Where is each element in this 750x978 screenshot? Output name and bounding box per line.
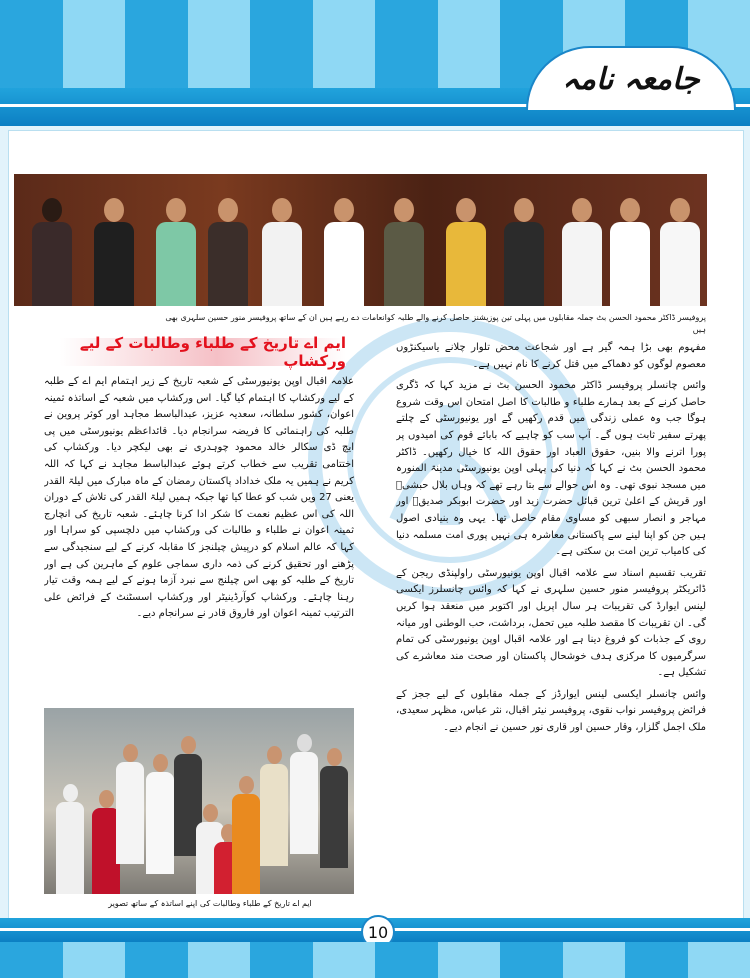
masthead [526, 46, 736, 110]
right-paragraph: تقریب تقسیم اسناد سے علامہ اقبال اوپن یونیورسٹی راولپنڈی ریجن کے ڈائریکٹر پروفیسر منور حسین سلہری نے کہا کہ وائس چانسلرز ایکسی لینس ایوارڈ کی تقریبات ہر سال اپریل اور اکتوبر میں منعقد ہوا کریں گی۔ ان تقریبات کا مقصد طلبہ میں تحمل، برداشت، حب الوطنی اور میانہ روی کے جذبات کو فروغ دینا ہے اور علامہ اقبال اوپن یونیورسٹی کی تمام سرگرمیوں کا مرکزی ہدف خوشحال پاکستان اور صحت مند معاشرے کی تشکیل ہے۔ [396, 567, 706, 679]
person-figure [258, 194, 304, 306]
person-figure [114, 744, 146, 894]
top-photo-caption: پروفیسر ڈاکٹر محمود الحسن بٹ جملہ مقابلوں میں پہلی تین پوزیشنز حاصل کرنے والے طلبہ کوانعامات دے رہے ہیں ان کے ساتھ پروفیسر منور حسین سلہری بھی ہیں [165, 313, 706, 334]
group-photo [44, 708, 354, 894]
right-column [396, 340, 706, 878]
person-figure [318, 748, 350, 894]
person-figure [380, 194, 426, 306]
person-figure [28, 194, 74, 306]
person-figure [442, 194, 488, 306]
person-figure [152, 194, 198, 306]
person-figure [90, 194, 136, 306]
person-figure [204, 194, 250, 306]
right-paragraph: وائس چانسلر ایکسی لینس ایوارڈز کے جملہ مقابلوں کے لیے ججز کے فرائض پروفیسر نواب نقوی، پروفیسر نیئر اقبال، نثر عباس، مظہر سعیدی، ملک اجمل گلزار، وقار حسین اور قاری نور حسین نے انجام دیے۔ [396, 688, 706, 734]
article-headline-banner [60, 334, 346, 370]
group-photo-caption: ایم اے تاریخ کے طلباء وطالبات کی اپنے اساتذہ کے ساتھ تصویر [108, 899, 312, 908]
page-number: 10 [361, 915, 395, 949]
person-figure [606, 194, 652, 306]
article-headline: ایم اے تاریخ کے طلباء وطالبات کے لیے ورکشاپ [79, 334, 346, 370]
person-figure [320, 194, 366, 306]
person-figure [258, 746, 290, 894]
bottom-stripes [0, 942, 750, 978]
person-figure [656, 194, 702, 306]
right-paragraph: وائس چانسلر پروفیسر ڈاکٹر محمود الحسن بٹ نے مزید کہا کہ ڈگری حاصل کرنے کے بعد ہمارے طلباء و طالبات کا اصل امتحان اس وقت شروع ہوگا جب وہ عملی زندگی میں قدم رکھیں گے اور یونیورسٹی کے چلتے پھرتے سفیر ثابت ہوں گے۔ آپ سب کو چاہیے کہ بابائے قوم کی امیدوں پر پورا اترنے والا بنیں، حقوق العباد اور حقوق اللہ کا خیال رکھیں۔ ڈاکٹر محمود الحسن بٹ نے کہا کہ دنیا کی پہلی اوپن یونیورسٹی مدینۃ المنورہ میں مسجد نبوی تھی۔ وہ اس حوالے سے بتا رہے تھے کہ وہاں بلال حبشیؓ اور قریش کے اعلیٰ ترین قبائل حضرت زید اور حضرت ابوبکر صدیقؓ اور مہاجر و انصار سبھی کو مساوی مقام حاصل تھا۔ یہی وہ بنیادی اصول ہیں جن کو اپنا لینے سے پاکستانی معاشرہ ہی نہیں پوری امت مسلمہ دنیا کی کامیاب ترین امت بن سکتی ہے۔ [396, 380, 706, 558]
masthead-title: جامعہ نامہ [562, 61, 700, 97]
left-column-text: علامہ اقبال اوپن یونیورسٹی کے شعبہ تاریخ کے زیر اہتمام ایم اے کے طلبہ کے لیے ورکشاپ کا اہتمام کیا گیا۔ اس ورکشاپ میں شعبہ کے اساتذہ ثمینہ اعوان، کشور سلطانہ، سعدیہ عزیز، عبدالباسط مجاہد اور کوثر پروین نے طلبہ کی راہنمائی کا فریضہ سرانجام دیا۔ قائداعظم یونیورسٹی میں پی ایچ ڈی سکالر خالد محمود چوہدری نے بھی لیکچر دیا۔ ورکشاپ کی اختتامی تقریب سے خطاب کرتے ہوئے عبدالباسط مجاہد نے کہا کہ اللہ کریم نے ہمیں یہ ملک خداداد پاکستان رمضان کے ماہ مبارک میں لیلۃ القدر یعنی 27 ویں شب کو عطا کیا تھا جبکہ ہمیں لیلۃ القدر کی تلاش کے دوران اللہ کی اس عظیم نعمت کا شکر ادا کرنا چاہئے۔ شعبہ تاریخ کی انچارج ثمینہ اعوان نے طلباء و طالبات کی ورکشاپ میں دلچسپی کو سراہا اور کہا کہ عالم اسلام کو درپیش چیلنجز کا مقابلہ کرنے کے لیے سنجیدگی سے پڑھنے اور تحقیق کرنے کی ذمہ داری سماجی علوم کے ماہرین کی ہے اور تاریخ کے طلبہ کو بھی اس چیلنج سے نبرد آزما ہونے کے لیے ہمہ وقت تیار رہنا چاہئے۔ ورکشاپ کوآرڈینیٹر اور ورکشاپ اسسٹنٹ کے فرائض علی الترتیب ثمینہ اعوان اور فاروق قادر نے سرانجام دیے۔ [44, 376, 354, 620]
right-paragraph: مفہوم بھی بڑا ہمہ گیر ہے اور شجاعت محض تلوار چلانے یاسیکنڑوں معصوم لوگوں کو دھماکے میں قتل کرنے کا نام نہیں ہے۔ [396, 342, 706, 370]
person-figure [500, 194, 546, 306]
person-figure [288, 734, 320, 894]
award-ceremony-photo [14, 174, 707, 306]
person-figure [54, 784, 86, 894]
person-figure [558, 194, 604, 306]
